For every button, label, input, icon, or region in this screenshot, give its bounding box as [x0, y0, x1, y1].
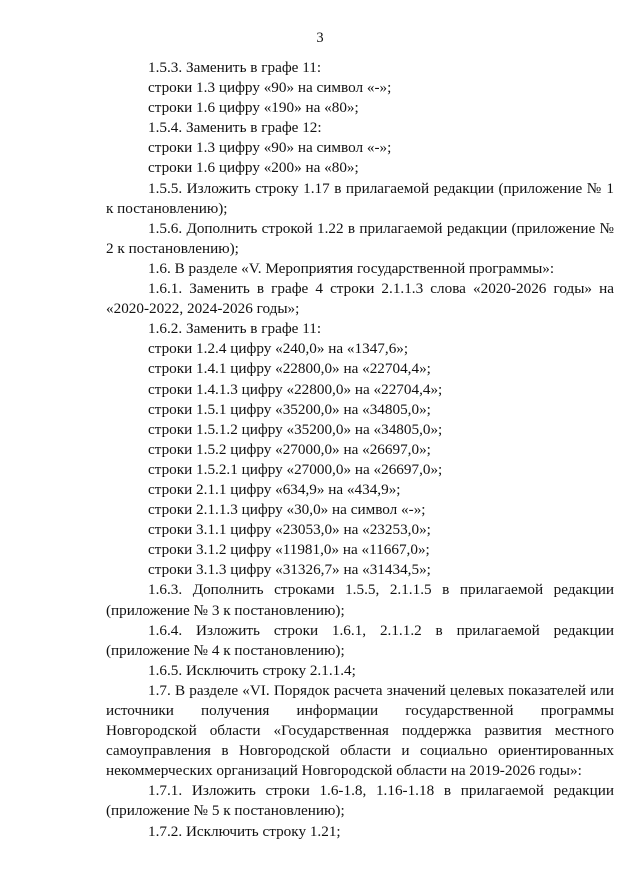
- paragraph: строки 1.2.4 цифру «240,0» на «1347,6»;: [148, 340, 409, 358]
- paragraph: строки 2.1.1 цифру «634,9» на «434,9»;: [148, 480, 401, 498]
- paragraph: 1.5.5. Изложить строку 1.17 в прилагаемой редакции (приложение № 1 к постановлению);: [106, 179, 614, 217]
- paragraph: 1.6.3. Дополнить строками 1.5.5, 2.1.1.5 в прилагаемой редакции (приложение № 3 к постановлению);: [106, 581, 614, 619]
- paragraph: 1.7.1. Изложить строки 1.6-1.8, 1.16-1.18 в прилагаемой редакции (приложение № 5 к постановлению);: [106, 782, 614, 820]
- paragraph: строки 3.1.1 цифру «23053,0» на «23253,0»;: [148, 521, 431, 539]
- paragraph: строки 1.5.1.2 цифру «35200,0» на «34805,0»;: [148, 420, 443, 438]
- paragraph: строки 3.1.2 цифру «11981,0» на «11667,0»;: [148, 541, 430, 559]
- paragraph: строки 1.4.1 цифру «22800,0» на «22704,4»;: [148, 360, 431, 378]
- paragraph: 1.6.2. Заменить в графе 11:: [148, 320, 322, 338]
- paragraph: строки 3.1.3 цифру «31326,7» на «31434,5»;: [148, 561, 431, 579]
- paragraph: 1.6.4. Изложить строки 1.6.1, 2.1.1.2 в прилагаемой редакции (приложение № 4 к постановлению);: [106, 621, 614, 659]
- paragraph: строки 1.5.2.1 цифру «27000,0» на «26697,0»;: [148, 460, 443, 478]
- paragraph: строки 1.6 цифру «190» на «80»;: [148, 99, 359, 117]
- paragraph: строки 2.1.1.3 цифру «30,0» на символ «-»;: [148, 501, 426, 519]
- paragraph: строки 1.3 цифру «90» на символ «-»;: [148, 139, 392, 157]
- paragraph: 1.5.3. Заменить в графе 11:: [148, 59, 322, 76]
- paragraph: 1.7. В разделе «VI. Порядок расчета значений целевых показателей или источники получения информации государственной программы Новгородской области «Государственная поддержка развития местного самоуправления в Новгородской области и социально ориентированных некоммерческих организаций Новгородской области на 2019-2026 годы»:: [106, 681, 614, 780]
- paragraph: 1.6.1. Заменить в графе 4 строки 2.1.1.3 слова «2020-2026 годы» на «2020-2022, 2024-2026 годы»;: [106, 280, 614, 318]
- paragraph: строки 1.4.1.3 цифру «22800,0» на «22704,4»;: [148, 380, 443, 398]
- paragraph: 1.7.2. Исключить строку 1.21;: [148, 822, 341, 840]
- paragraph: строки 1.5.2 цифру «27000,0» на «26697,0»;: [148, 440, 431, 458]
- paragraph: строки 1.5.1 цифру «35200,0» на «34805,0»;: [148, 400, 431, 418]
- document-body: [106, 58, 614, 842]
- paragraph: строки 1.3 цифру «90» на символ «-»;: [148, 79, 392, 97]
- paragraph: строки 1.6 цифру «200» на «80»;: [148, 159, 359, 177]
- paragraph: 1.5.6. Дополнить строкой 1.22 в прилагаемой редакции (приложение № 2 к постановлению);: [106, 219, 614, 257]
- paragraph: 1.6.5. Исключить строку 2.1.1.4;: [148, 661, 356, 679]
- page-number: 3: [316, 30, 324, 46]
- paragraph: 1.6. В разделе «V. Мероприятия государственной программы»:: [148, 259, 555, 277]
- paragraph: 1.5.4. Заменить в графе 12:: [148, 119, 322, 137]
